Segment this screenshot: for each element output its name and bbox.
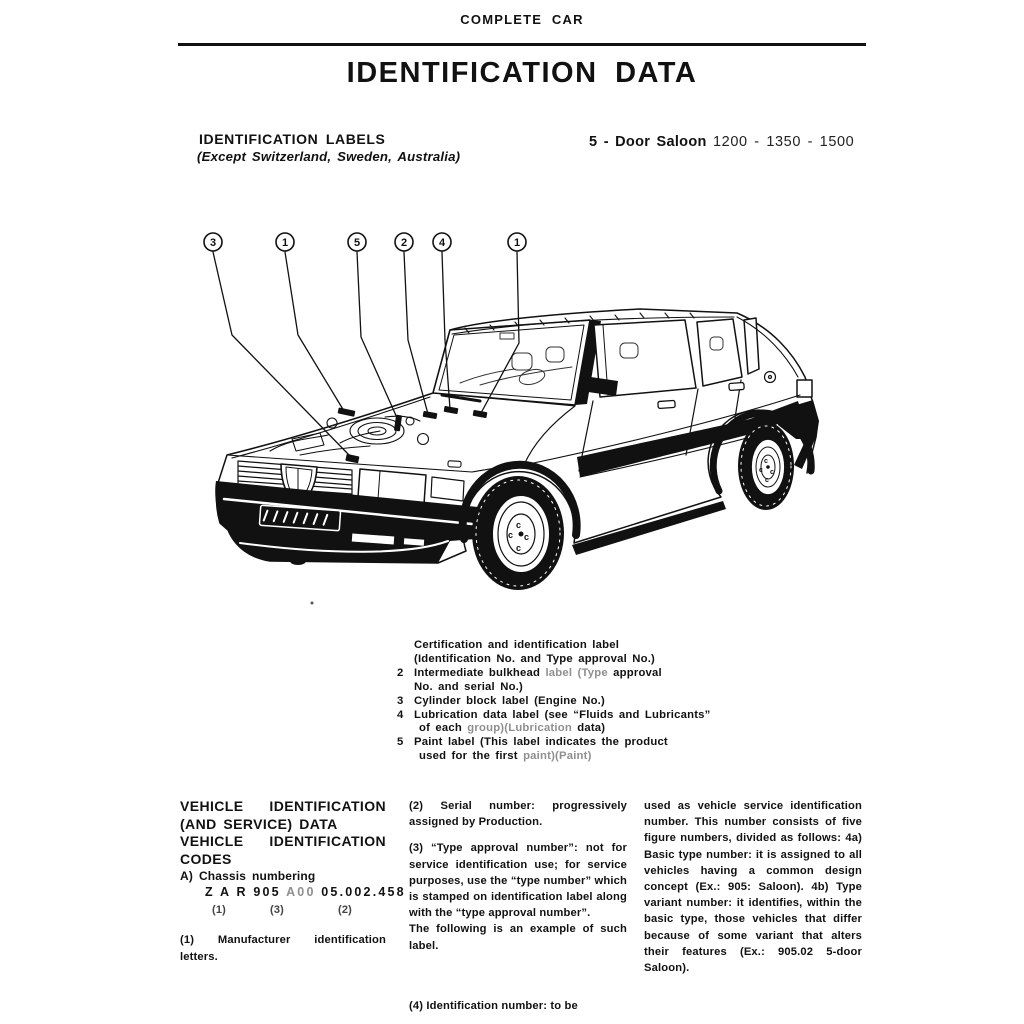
legend-line: (Identification No. and Type approval No.) [414,652,656,665]
legend-line: No. and serial No.) [414,680,523,693]
legend-item-2 [397,667,817,695]
page-title: IDENTIFICATION DATA [346,57,698,89]
code-label-1: (1) [212,904,226,917]
para-service-identification: used as vehicle service identification number. This number consists of five figure numbers, divided as follows: 4a) Basic type number: it is assigned to all vehicles having a common design concept (Ex.: 905: Saloon). 4b) Type variant number: it identifies, within the basic type, those vehicles that differ because of some variant that alters their features (Ex.: 905.02 5-door Saloon). [644,800,862,975]
heading-vehicle-id-service-data: VEHICLE IDENTIFICATION (AND SERVICE) DATA [180,798,386,832]
legend-num: 5 [397,736,404,749]
fuel-filler-cap [765,372,776,383]
callout-circles [204,233,526,251]
callout-5 [348,233,366,251]
header-divider-rule [178,43,866,46]
column-vehicle-identification [180,798,406,965]
svg-text:1: 1 [281,237,289,249]
legend-line: Paint label (This label indicates the product [414,736,668,749]
legend-num [397,639,414,667]
svg-text:c: c [516,520,522,530]
note-manufacturer-letters: (1) Manufacturer identification letters. [180,934,386,963]
column-serial-type-approval [409,798,627,1014]
svg-text:c: c [508,530,514,540]
section-title-identification-labels: IDENTIFICATION LABELS [199,131,386,147]
legend-item-1 [397,639,817,667]
svg-text:2: 2 [400,237,408,249]
svg-text:c: c [516,543,522,553]
legend-line: Certification and identification label [414,639,620,651]
para-type-approval: (3) “Type approval number”: not for service identification use; for service purposes, use the “type number” which is stamped on identification label along with the “type approval number”. [409,842,627,920]
svg-text:5: 5 [353,237,361,249]
model-designation [589,134,854,150]
para-identification-number: (4) Identification number: to be [409,999,578,1012]
legend-line: Lubrication data label (see “Fluids and Lubricants” [414,708,711,721]
exhaust-tip [290,557,306,565]
legend-num: 4 [397,708,404,721]
legend-line: Intermediate bulkhead label (Type approval [414,666,662,679]
legend-line: of each group)(Lubrication data) [419,722,606,735]
figure-legend [397,639,817,764]
callout-4 [433,233,451,251]
taillight [797,380,812,397]
callout-1 [276,233,294,251]
model-engine-sizes: 1200 - 1350 - 1500 [713,134,855,150]
para-following-example: The following is an example of such label. [409,923,627,952]
chassis-numbering-label: A) Chassis numbering [180,869,316,883]
legend-item-5 [397,736,817,764]
legend-item-3 [397,695,817,709]
legend-num: 3 [397,694,404,707]
svg-text:4: 4 [438,237,446,249]
code-label-3: (3) [270,904,284,917]
callout-3 [204,233,222,251]
code-label-2: (2) [338,904,352,917]
para-serial-number: (2) Serial number: progressively assigned by Production. [409,800,627,829]
legend-line: Cylinder block label (Engine No.) [414,694,605,707]
page-header: COMPLETE CAR [460,12,584,27]
legend-item-4 [397,709,817,737]
svg-text:3: 3 [209,237,217,249]
model-body-style: 5 - Door Saloon [589,134,707,150]
legend-num: 2 [397,666,404,679]
svg-text:1: 1 [513,237,521,249]
heading-vehicle-id-codes: VEHICLE IDENTIFICATION CODES [180,833,386,867]
callout-2 [395,233,413,251]
svg-text:c: c [764,458,768,465]
svg-text:c: c [524,532,530,542]
front-wheel [472,476,564,590]
legend-line: used for the first paint)(Paint) [419,750,592,763]
section-subtitle-exceptions: (Except Switzerland, Sweden, Australia) [197,149,461,164]
rear-wheel [738,422,794,510]
chassis-code: Z A R 905 A00 05.002.458 [205,885,406,900]
svg-text:c: c [765,477,769,484]
page-speck [311,602,314,605]
callout-1b [508,233,526,251]
column-identification-number-detail [644,798,862,976]
chassis-code-labels [180,900,386,918]
svg-text:c: c [770,469,774,476]
car-illustration [180,225,870,625]
svg-text:c: c [759,467,763,474]
